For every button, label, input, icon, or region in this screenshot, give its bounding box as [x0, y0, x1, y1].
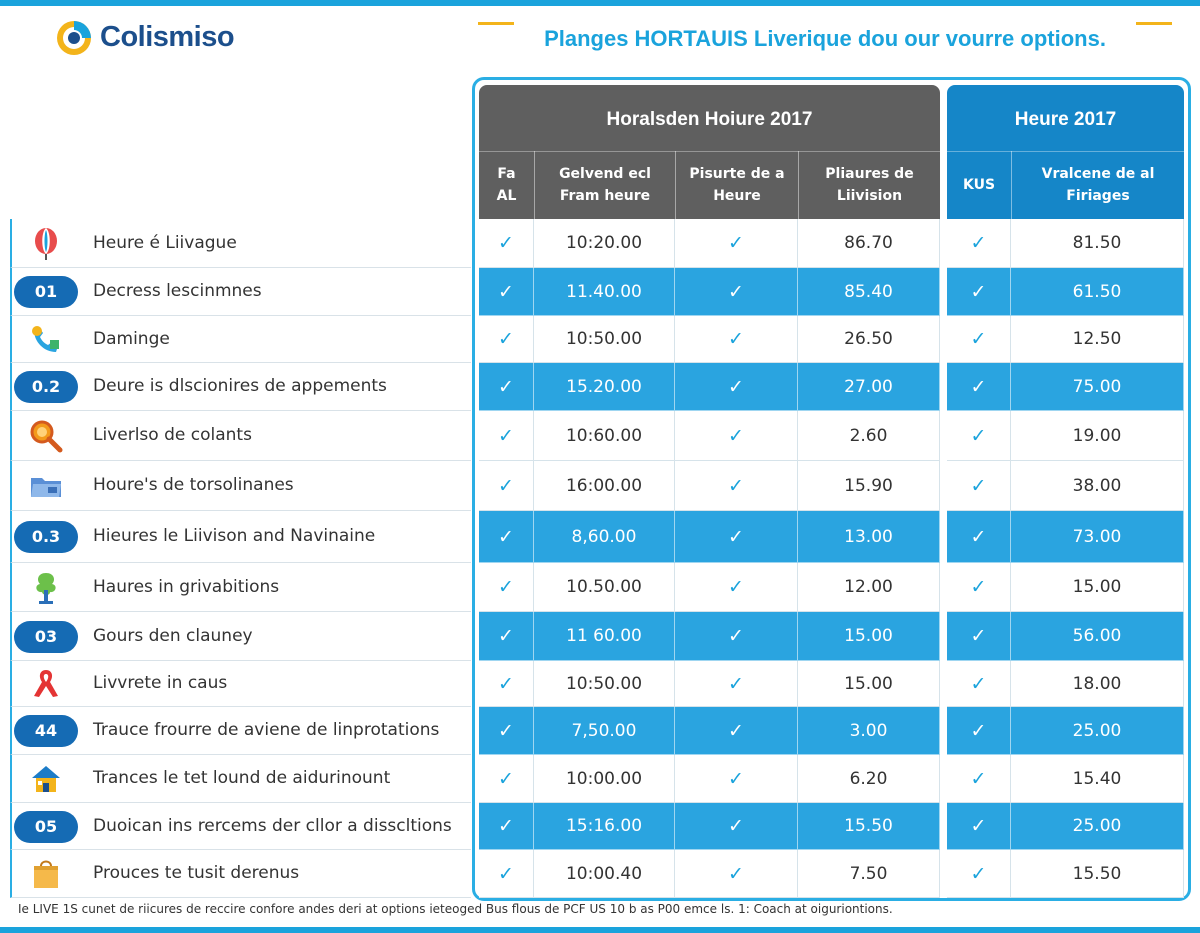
- check-icon: ✓: [970, 375, 987, 398]
- row-cells: [479, 661, 1184, 707]
- value-cell: 12.00: [798, 563, 940, 612]
- value-cell: 13.00: [798, 511, 940, 563]
- value-cell: 15.90: [798, 461, 940, 511]
- check-icon: ✓: [970, 232, 987, 254]
- folder-icon: [28, 468, 64, 504]
- check-icon: ✓: [970, 767, 987, 790]
- check-cell: [675, 363, 798, 411]
- footnote: Ie LIVE 1S cunet de riicures de reccire confore andes deri at options ieteoged Bus flous de PCF US 10 b as P00 emce ls. 1: Coach at oiguriontions.: [18, 902, 893, 916]
- table-row[interactable]: [0, 411, 1200, 461]
- check-cell: [675, 755, 798, 803]
- table-row[interactable]: [0, 268, 1200, 316]
- value-cell: 15.00: [798, 661, 940, 707]
- time-cell: 11.40.00: [534, 268, 675, 316]
- group-gap: [940, 511, 947, 563]
- column-header-pisurte: Pisurte de a Heure: [675, 151, 798, 219]
- row-label-cell: [10, 563, 471, 612]
- check-icon: ✓: [498, 576, 514, 598]
- value-cell: 6.20: [798, 755, 940, 803]
- ribbon-icon: [28, 666, 64, 702]
- check-icon: ✓: [970, 576, 987, 598]
- check-cell: [675, 661, 798, 707]
- group-gap: [940, 268, 947, 316]
- row-label: Gours den clauney: [93, 625, 253, 646]
- table-row[interactable]: [0, 461, 1200, 511]
- row-label-cell: [10, 803, 471, 850]
- check-icon: ✓: [498, 862, 514, 885]
- check-cell: [947, 268, 1011, 316]
- check-icon: ✓: [728, 719, 744, 742]
- check-cell: [947, 707, 1011, 755]
- check-icon: ✓: [728, 280, 744, 303]
- check-cell: [947, 563, 1011, 612]
- row-label: Decress lescinmnes: [93, 281, 262, 301]
- value-cell: 85.40: [798, 268, 940, 316]
- heure-value-cell: 56.00: [1011, 612, 1184, 661]
- row-label-cell: [10, 661, 471, 707]
- row-label-cell: [10, 850, 471, 898]
- time-cell: 10:50.00: [534, 661, 675, 707]
- time-cell: 15:16.00: [534, 803, 675, 850]
- check-cell: [479, 316, 534, 363]
- check-cell: [479, 219, 534, 268]
- check-icon: ✓: [728, 232, 744, 254]
- check-icon: ✓: [970, 280, 987, 303]
- check-icon: ✓: [498, 232, 514, 254]
- row-cells: [479, 461, 1184, 511]
- group-gap: [940, 612, 947, 661]
- check-cell: [947, 850, 1011, 898]
- table-row[interactable]: [0, 661, 1200, 707]
- check-cell: [947, 219, 1011, 268]
- check-icon: ✓: [728, 525, 744, 548]
- check-icon: ✓: [970, 719, 987, 742]
- check-cell: [479, 707, 534, 755]
- check-icon: ✓: [728, 576, 744, 598]
- row-cells: [479, 363, 1184, 411]
- row-cells: [479, 316, 1184, 363]
- bag-icon: [28, 856, 64, 892]
- check-cell: [479, 661, 534, 707]
- check-icon: ✓: [970, 625, 987, 647]
- check-cell: [947, 612, 1011, 661]
- value-cell: 3.00: [798, 707, 940, 755]
- value-cell: 2.60: [798, 411, 940, 461]
- row-cells: [479, 850, 1184, 898]
- value-cell: 15.00: [798, 612, 940, 661]
- time-cell: 16:00.00: [534, 461, 675, 511]
- check-cell: [947, 803, 1011, 850]
- time-cell: 10:60.00: [534, 411, 675, 461]
- heure-value-cell: 18.00: [1011, 661, 1184, 707]
- check-cell: [675, 850, 798, 898]
- row-number-badge: 05: [14, 811, 78, 843]
- logo-icon: [54, 17, 94, 57]
- tree-icon: [28, 570, 64, 606]
- check-icon: ✓: [498, 815, 514, 837]
- row-label: Prouces te tusit derenus: [93, 863, 300, 883]
- row-label: Trauce frourre de aviene de linprotations: [93, 720, 440, 740]
- check-cell: [675, 511, 798, 563]
- row-cells: [479, 563, 1184, 612]
- time-cell: 15.20.00: [534, 363, 675, 411]
- time-cell: 10.50.00: [534, 563, 675, 612]
- row-label-cell: [10, 707, 471, 755]
- check-cell: [947, 511, 1011, 563]
- check-cell: [479, 563, 534, 612]
- table-row[interactable]: [0, 755, 1200, 803]
- check-cell: [947, 755, 1011, 803]
- check-cell: [675, 563, 798, 612]
- check-cell: [675, 268, 798, 316]
- heure-value-cell: 15.50: [1011, 850, 1184, 898]
- header-group-right: [947, 85, 1184, 219]
- row-cells: [479, 268, 1184, 316]
- row-number-badge: 0.3: [14, 521, 78, 553]
- bottom-accent-bar: [0, 927, 1200, 933]
- row-label: Duoican ins rercems der cllor a disscltions: [93, 815, 452, 836]
- group-gap: [940, 707, 947, 755]
- row-number-badge: 01: [14, 276, 78, 308]
- check-icon: ✓: [498, 474, 514, 497]
- column-header-pliaures: Pliaures de Liivision: [798, 151, 940, 219]
- row-label: Houre's de torsolinanes: [93, 475, 294, 495]
- row-number-badge: 03: [14, 621, 78, 653]
- table-row[interactable]: [0, 363, 1200, 411]
- time-cell: 11 60.00: [534, 612, 675, 661]
- column-header-vralcene: Vralcene de al Firiages: [1011, 151, 1184, 219]
- balloon-icon: [28, 226, 64, 262]
- column-header-fa-al: Fa AL: [496, 166, 517, 204]
- row-label: Deure is dlscionires de appements: [93, 376, 387, 396]
- value-cell: 7.50: [798, 850, 940, 898]
- heure-value-cell: 25.00: [1011, 707, 1184, 755]
- check-icon: ✓: [970, 424, 987, 447]
- check-cell: [675, 803, 798, 850]
- check-cell: [479, 803, 534, 850]
- table-row[interactable]: [0, 511, 1200, 563]
- header-group-left: [479, 85, 940, 219]
- row-cells: [479, 411, 1184, 461]
- check-icon: ✓: [498, 672, 514, 695]
- check-cell: [479, 511, 534, 563]
- check-icon: ✓: [728, 424, 744, 447]
- check-icon: ✓: [498, 719, 514, 742]
- check-icon: ✓: [498, 328, 514, 350]
- check-cell: [675, 411, 798, 461]
- row-cells: [479, 707, 1184, 755]
- check-icon: ✓: [728, 767, 744, 790]
- column-header-kus: KUS: [962, 177, 996, 193]
- group-gap: [940, 363, 947, 411]
- brand-name: Colismiso: [100, 20, 235, 53]
- group-gap: [940, 803, 947, 850]
- row-label: Liverlso de colants: [93, 425, 252, 445]
- check-cell: [675, 707, 798, 755]
- row-label-cell: [10, 316, 471, 363]
- check-cell: [479, 755, 534, 803]
- check-cell: [947, 461, 1011, 511]
- value-cell: 27.00: [798, 363, 940, 411]
- check-icon: ✓: [970, 525, 987, 548]
- check-cell: [675, 219, 798, 268]
- check-cell: [479, 850, 534, 898]
- heure-value-cell: 25.00: [1011, 803, 1184, 850]
- check-icon: ✓: [970, 672, 987, 695]
- check-icon: ✓: [970, 474, 987, 497]
- check-cell: [675, 612, 798, 661]
- heure-value-cell: 15.00: [1011, 563, 1184, 612]
- time-cell: 10:00.00: [534, 755, 675, 803]
- table-row[interactable]: [0, 803, 1200, 850]
- check-icon: ✓: [728, 328, 744, 350]
- heure-value-cell: 75.00: [1011, 363, 1184, 411]
- row-label: Hieures le Liivison and Navinaine: [93, 526, 376, 546]
- heure-value-cell: 81.50: [1011, 219, 1184, 268]
- row-cells: [479, 219, 1184, 268]
- brand-logo[interactable]: [54, 14, 234, 60]
- heure-value-cell: 61.50: [1011, 268, 1184, 316]
- check-icon: ✓: [498, 375, 514, 398]
- row-cells: [479, 755, 1184, 803]
- table-row[interactable]: [0, 316, 1200, 363]
- value-cell: 86.70: [798, 219, 940, 268]
- row-label: Trances le tet lound de aidurinount: [93, 768, 391, 788]
- row-number-badge: 0.2: [14, 371, 78, 403]
- check-cell: [947, 661, 1011, 707]
- row-label: Haures in grivabitions: [93, 576, 280, 597]
- row-label-cell: [10, 219, 471, 268]
- row-label: Daminge: [93, 328, 170, 349]
- row-label: Heure é Liivague: [93, 232, 237, 253]
- check-icon: ✓: [728, 625, 744, 647]
- check-cell: [675, 461, 798, 511]
- check-icon: ✓: [498, 280, 514, 303]
- check-cell: [479, 461, 534, 511]
- group-gap: [940, 411, 947, 461]
- row-label-cell: [10, 363, 471, 411]
- row-cells: [479, 511, 1184, 563]
- heure-value-cell: 12.50: [1011, 316, 1184, 363]
- group-title-left: Horalsden Hoiure 2017: [606, 109, 813, 130]
- row-label-cell: [10, 612, 471, 661]
- check-icon: ✓: [970, 815, 987, 837]
- row-number-badge: 44: [14, 715, 78, 747]
- table-row[interactable]: [0, 219, 1200, 268]
- heure-value-cell: 73.00: [1011, 511, 1184, 563]
- group-gap: [940, 461, 947, 511]
- row-label-cell: [10, 511, 471, 563]
- table-row[interactable]: [0, 707, 1200, 755]
- table-row[interactable]: [0, 563, 1200, 612]
- time-cell: 10:20.00: [534, 219, 675, 268]
- top-accent-bar: [0, 0, 1200, 6]
- check-icon: ✓: [728, 474, 744, 497]
- table-row[interactable]: [0, 612, 1200, 661]
- check-icon: ✓: [728, 862, 744, 885]
- check-icon: ✓: [728, 672, 744, 695]
- group-gap: [940, 661, 947, 707]
- value-cell: 26.50: [798, 316, 940, 363]
- row-label-cell: [10, 461, 471, 511]
- search-icon: [28, 418, 64, 454]
- check-cell: [947, 363, 1011, 411]
- group-gap: [940, 563, 947, 612]
- group-gap: [940, 219, 947, 268]
- check-cell: [479, 363, 534, 411]
- row-cells: [479, 612, 1184, 661]
- time-cell: 8,60.00: [534, 511, 675, 563]
- check-cell: [479, 411, 534, 461]
- group-title-right: Heure 2017: [1014, 109, 1117, 130]
- row-label-cell: [10, 755, 471, 803]
- heure-value-cell: 15.40: [1011, 755, 1184, 803]
- check-icon: ✓: [498, 767, 514, 790]
- row-label-cell: [10, 268, 471, 316]
- check-icon: ✓: [728, 375, 744, 398]
- row-cells: [479, 803, 1184, 850]
- check-icon: ✓: [498, 525, 514, 548]
- row-label-cell: [10, 411, 471, 461]
- check-cell: [479, 612, 534, 661]
- group-gap: [940, 755, 947, 803]
- check-icon: ✓: [970, 328, 987, 350]
- page-headline: Planges HORTAUIS Liverique dou our vourre options.: [544, 26, 1106, 51]
- check-cell: [947, 316, 1011, 363]
- row-label: Livvrete in caus: [93, 673, 228, 693]
- check-icon: ✓: [498, 424, 514, 447]
- check-cell: [947, 411, 1011, 461]
- table-row[interactable]: [0, 850, 1200, 898]
- heure-value-cell: 38.00: [1011, 461, 1184, 511]
- group-gap: [940, 850, 947, 898]
- check-icon: ✓: [498, 625, 514, 647]
- check-icon: ✓: [970, 862, 987, 885]
- check-icon: ✓: [728, 815, 744, 837]
- phone-icon: [28, 322, 64, 358]
- value-cell: 15.50: [798, 803, 940, 850]
- time-cell: 10:50.00: [534, 316, 675, 363]
- column-header-gelvend: Gelvend ecl Fram heure: [534, 151, 675, 219]
- check-cell: [675, 316, 798, 363]
- time-cell: 7,50.00: [534, 707, 675, 755]
- time-cell: 10:00.40: [534, 850, 675, 898]
- heure-value-cell: 19.00: [1011, 411, 1184, 461]
- group-gap: [940, 316, 947, 363]
- check-cell: [479, 268, 534, 316]
- house-icon: [28, 761, 64, 797]
